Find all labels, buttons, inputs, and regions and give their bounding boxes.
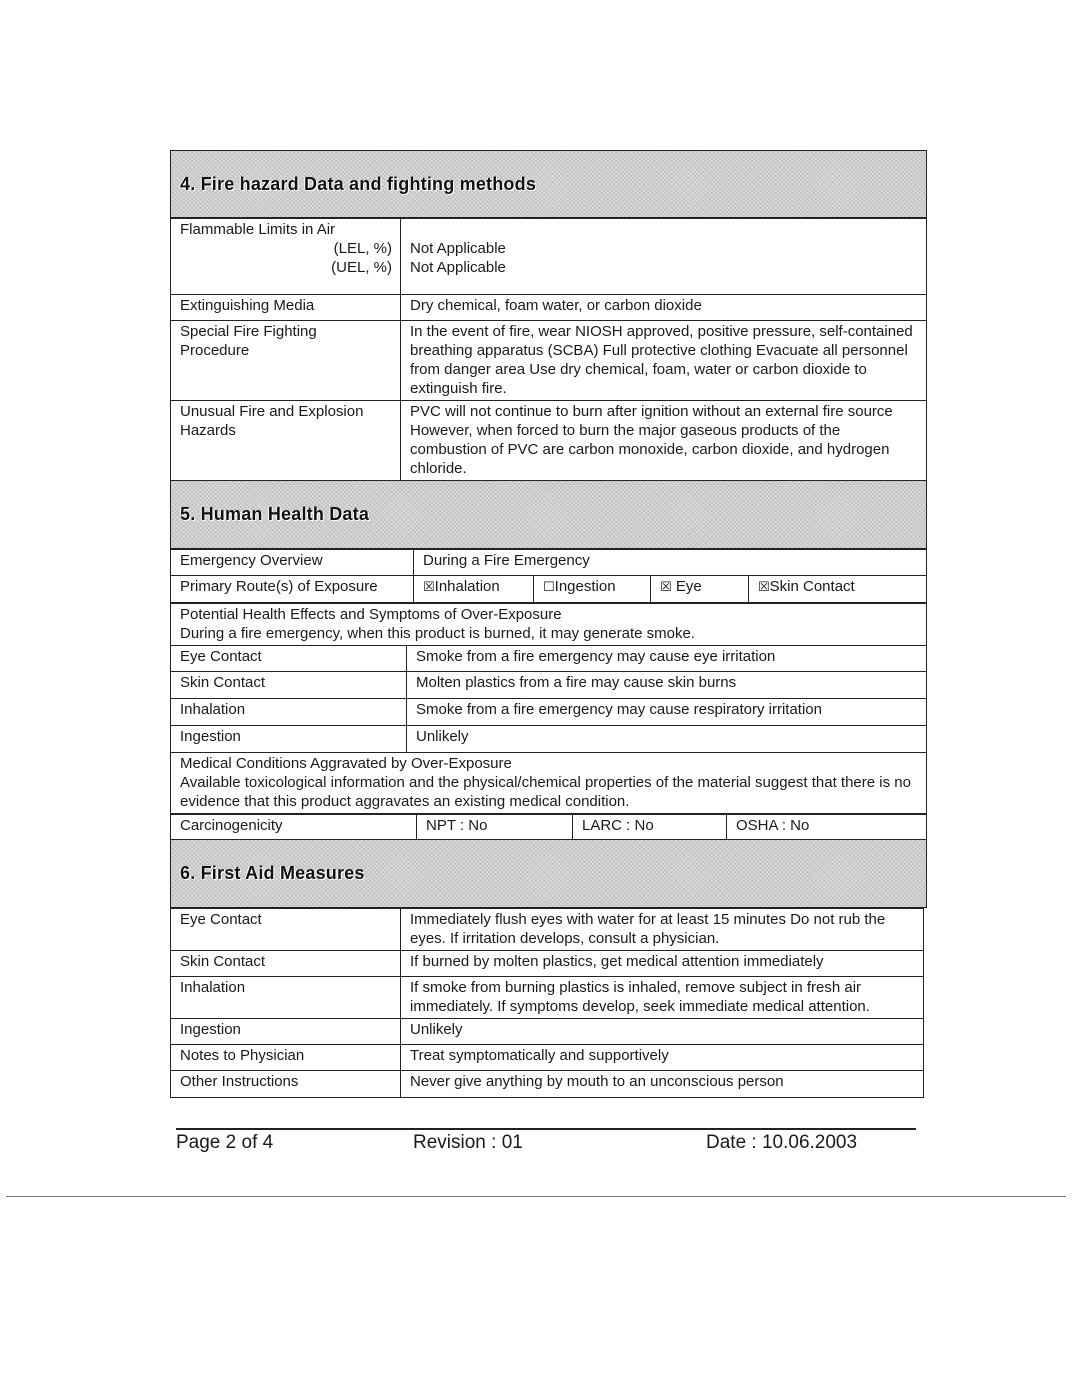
carcinogenicity-label: Carcinogenicity [171,815,417,840]
larc-value: LARC : No [573,815,727,840]
medical-conditions-heading: Medical Conditions Aggravated by Over-Exposure [180,755,512,772]
section-6-header [170,840,927,908]
effect-value: Unlikely [407,726,927,753]
effect-label: Skin Contact [171,672,407,699]
uel-label: (UEL, %) [331,259,392,276]
carcinogenicity-table [170,814,927,840]
effect-label: Ingestion [171,726,407,753]
first-aid-value: Never give anything by mouth to an unconscious person [401,1071,924,1098]
npt-value: NPT : No [417,815,573,840]
special-procedure-value: In the event of fire, wear NIOSH approved, positive pressure, self-contained breathing apparatus (SCBA) Full protective clothing Evacuate all personnel from danger area Use dry chemical, foam, water or carbon dioxide to extinguish fire. [401,321,927,401]
route-inhalation: ☒Inhalation [414,576,534,603]
first-aid-label: Other Instructions [171,1071,401,1098]
first-aid-value: Immediately flush eyes with water for at least 15 minutes Do not rub the eyes. If irritation develops, consult a physician. [401,909,924,951]
route-ingestion: ☐Ingestion [534,576,651,603]
section-6-title: 6. First Aid Measures [180,863,365,883]
route-skin-contact: ☒Skin Contact [749,576,927,603]
first-aid-value: If burned by molten plastics, get medical attention immediately [401,951,924,977]
health-effects-table [170,603,927,814]
medical-conditions-cell [171,753,927,814]
section-5-header [170,481,927,549]
flammable-limits-label: Flammable Limits in Air [180,221,336,238]
unusual-hazards-label: Unusual Fire and Explosion Hazards [171,401,401,481]
special-procedure-label: Special Fire Fighting Procedure [171,321,401,401]
first-aid-label: Eye Contact [171,909,401,951]
revision-date: Date : 10.06.2003 [706,1132,858,1153]
page-number: Page 2 of 4 [176,1132,274,1153]
first-aid-label: Notes to Physician [171,1045,401,1071]
first-aid-label: Skin Contact [171,951,401,977]
sds-document [170,150,927,1098]
exposure-routes-label: Primary Route(s) of Exposure [171,576,414,603]
lel-value: Not Applicable [410,240,506,257]
uel-value: Not Applicable [410,259,506,276]
section-4-title: 4. Fire hazard Data and fighting methods [180,173,537,194]
osha-value: OSHA : No [727,815,927,840]
checked-box-icon: ☒ [758,580,770,595]
revision-number: Revision : 01 [413,1132,523,1153]
effect-label: Eye Contact [171,646,407,672]
potential-effects-cell [171,604,927,646]
section-4-header [170,150,927,218]
first-aid-value: Treat symptomatically and supportively [401,1045,924,1071]
fire-hazard-table [170,218,927,481]
unchecked-box-icon: ☐ [543,580,555,595]
extinguishing-media-value: Dry chemical, foam water, or carbon dioxide [401,295,927,321]
medical-conditions-note: Available toxicological information and the physical/chemical properties of the material suggest that there is no evidence that this product aggravates an existing medical condition. [180,774,911,810]
emergency-table [170,549,927,603]
checked-box-icon: ☒ [660,580,672,595]
lel-label: (LEL, %) [333,240,392,257]
section-5-title: 5. Human Health Data [180,504,370,524]
unusual-hazards-value: PVC will not continue to burn after ignition without an external fire source However, when forced to burn the major gaseous products of the combustion of PVC are carbon monoxide, carbon dioxide, and hydrogen chloride. [401,401,927,481]
flammable-limits-value-cell [401,219,927,295]
emergency-overview-label: Emergency Overview [171,550,414,576]
route-eye: ☒ Eye [651,576,749,603]
effect-value: Smoke from a fire emergency may cause respiratory irritation [407,699,927,726]
effect-value: Smoke from a fire emergency may cause eye irritation [407,646,927,672]
emergency-overview-value: During a Fire Emergency [414,550,927,576]
first-aid-value: If smoke from burning plastics is inhaled, remove subject in fresh air immediately. If symptoms develop, seek immediate medical attention. [401,977,924,1019]
scan-edge-line [6,1196,1066,1197]
potential-effects-heading: Potential Health Effects and Symptoms of Over-Exposure [180,606,562,623]
checked-box-icon: ☒ [423,580,435,595]
first-aid-value: Unlikely [401,1019,924,1045]
potential-effects-note: During a fire emergency, when this product is burned, it may generate smoke. [180,625,695,642]
first-aid-label: Inhalation [171,977,401,1019]
first-aid-table [170,908,924,1098]
effect-value: Molten plastics from a fire may cause skin burns [407,672,927,699]
flammable-limits-label-cell [171,219,401,295]
effect-label: Inhalation [171,699,407,726]
extinguishing-media-label: Extinguishing Media [171,295,401,321]
page-footer [176,1128,916,1160]
first-aid-label: Ingestion [171,1019,401,1045]
